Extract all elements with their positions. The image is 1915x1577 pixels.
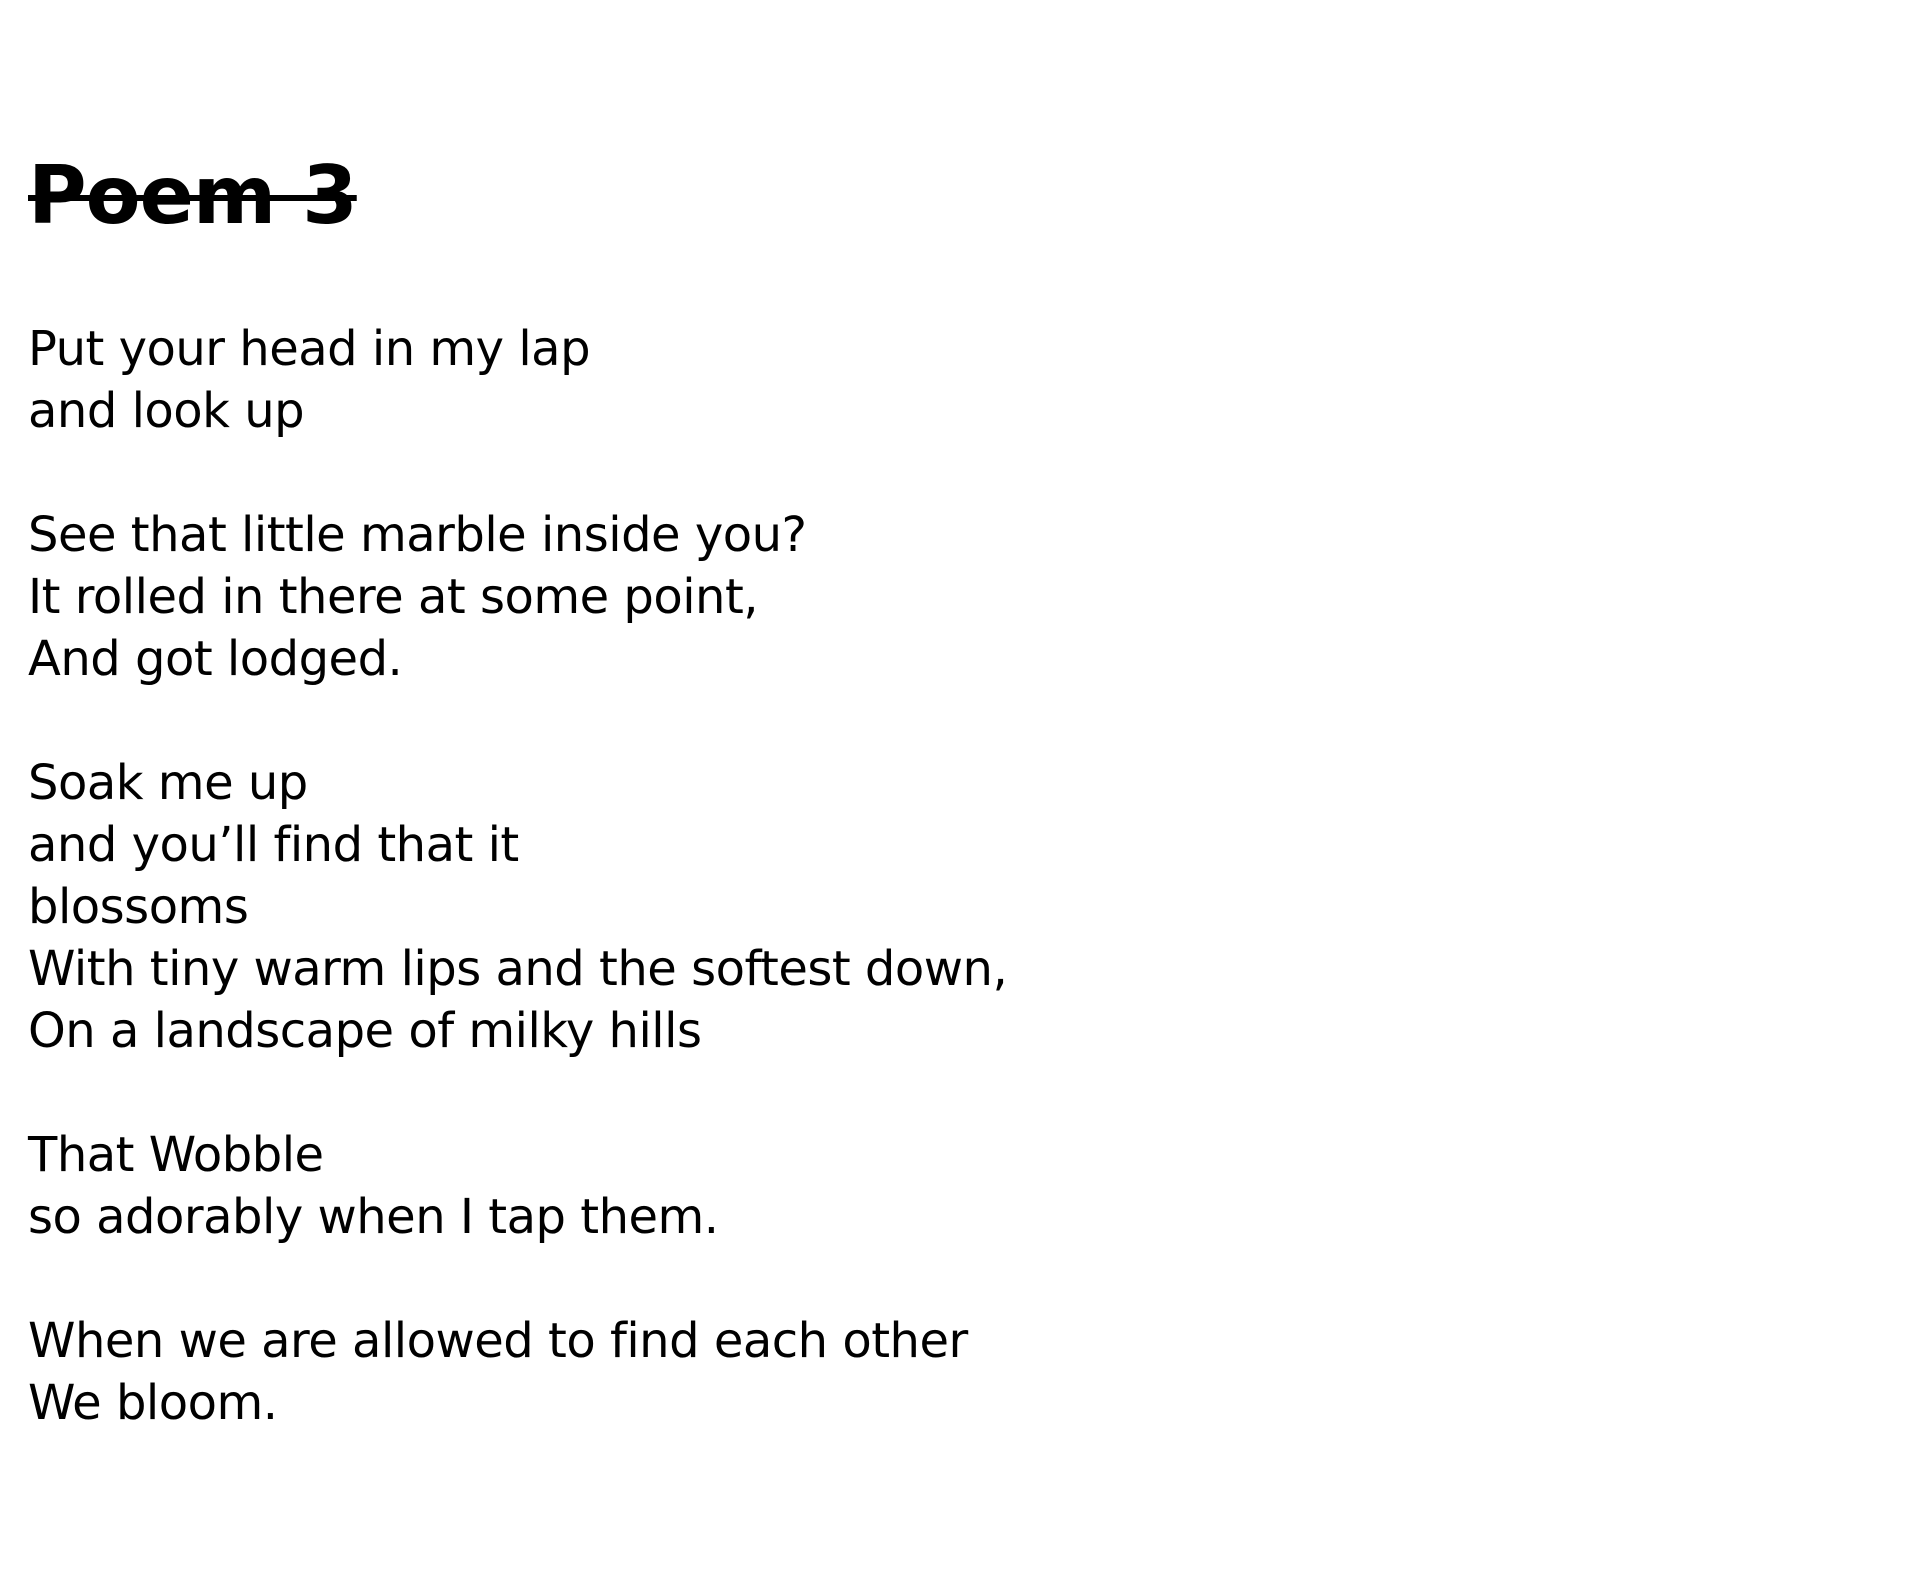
stanza-3 xyxy=(28,752,1007,1062)
poem-line: When we are allowed to find each other xyxy=(28,1313,968,1369)
poem-line: so adorably when I tap them. xyxy=(28,1189,719,1245)
poem-title: Poem 3 xyxy=(28,149,357,242)
stanza-5 xyxy=(28,1310,1007,1434)
poem-body xyxy=(28,318,1007,1434)
poem-line: blossoms xyxy=(28,879,249,935)
poem-line: and you’ll find that it xyxy=(28,817,519,873)
poem-line: With tiny warm lips and the softest down, xyxy=(28,941,1008,997)
stanza-2 xyxy=(28,504,1007,690)
poem-line: It rolled in there at some point, xyxy=(28,569,759,625)
poem-line: That Wobble xyxy=(28,1127,324,1183)
stanza-1 xyxy=(28,318,1007,442)
poem-line: and look up xyxy=(28,383,305,439)
poem-line: Soak me up xyxy=(28,755,308,811)
poem-line: Put your head in my lap xyxy=(28,321,591,377)
stanza-4 xyxy=(28,1124,1007,1248)
poem-line: On a landscape of milky hills xyxy=(28,1003,702,1059)
poem-line: See that little marble inside you? xyxy=(28,507,807,563)
poem-line: And got lodged. xyxy=(28,631,403,687)
poem-line: We bloom. xyxy=(28,1375,278,1431)
